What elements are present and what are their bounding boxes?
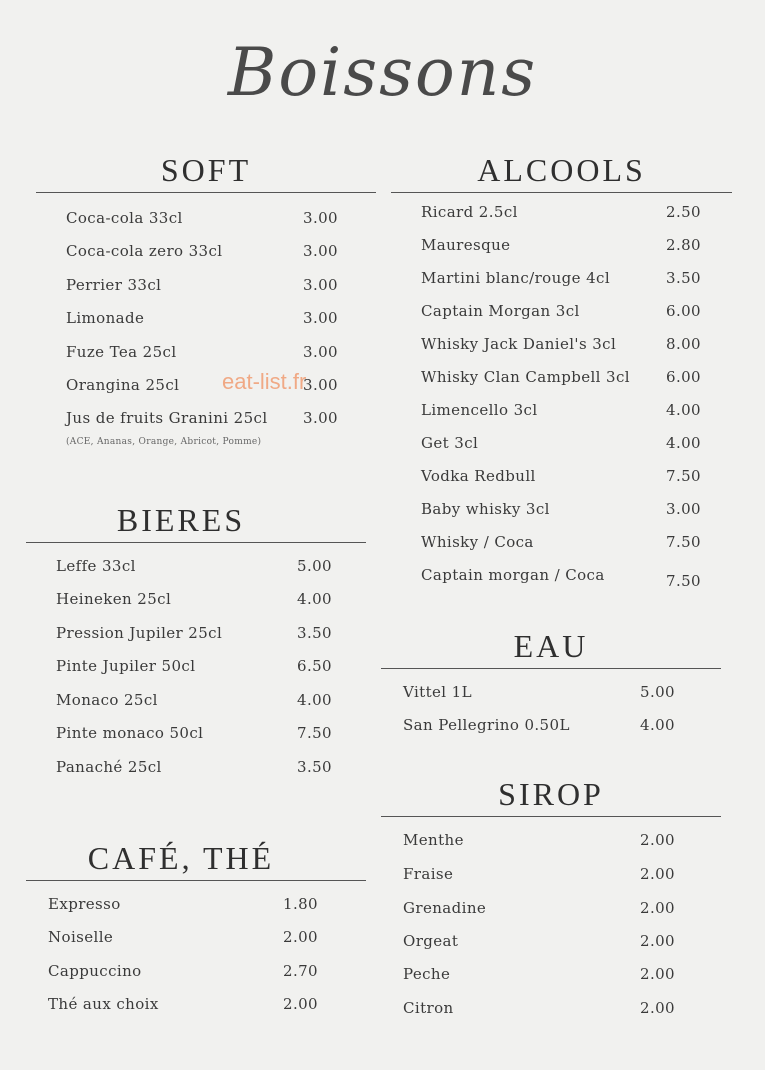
- menu-item: [26, 895, 366, 919]
- divider: [381, 668, 721, 669]
- divider: [26, 880, 366, 881]
- item-name: Coca-cola zero 33cl: [66, 242, 223, 260]
- item-name: Pinte Jupiler 50cl: [56, 657, 196, 675]
- item-price: 2.80: [666, 236, 701, 254]
- item-name: Grenadine: [403, 899, 487, 917]
- item-name: Leffe 33cl: [56, 557, 136, 575]
- divider: [26, 542, 366, 543]
- menu-item: [391, 500, 732, 524]
- menu-item: [391, 302, 732, 326]
- item-name: Whisky / Coca: [421, 533, 534, 551]
- item-name: Limonade: [66, 309, 145, 327]
- menu-item: [391, 467, 732, 491]
- item-name: Monaco 25cl: [56, 691, 158, 709]
- item-price: 7.50: [666, 572, 701, 590]
- item-name: Expresso: [48, 895, 121, 913]
- item-name: Captain Morgan 3cl: [421, 302, 580, 320]
- section-bieres: [26, 500, 366, 776]
- item-price: 2.00: [640, 965, 675, 983]
- item-price: 2.00: [283, 928, 318, 946]
- menu-item: [381, 899, 721, 923]
- page-title: Boissons: [227, 34, 538, 111]
- menu-item: [391, 335, 732, 359]
- item-price: 3.00: [666, 500, 701, 518]
- menu-item: [381, 716, 721, 740]
- item-name: Cappuccino: [48, 962, 142, 980]
- item-name: Panaché 25cl: [56, 758, 162, 776]
- section-title-eau: EAU: [513, 628, 589, 664]
- item-price: 4.00: [666, 401, 701, 419]
- item-price: 3.00: [303, 209, 338, 227]
- divider: [36, 192, 376, 193]
- menu-item: [391, 566, 732, 590]
- item-name: Pinte monaco 50cl: [56, 724, 204, 742]
- menu-item: [391, 401, 732, 425]
- item-name: Whisky Jack Daniel's 3cl: [421, 335, 617, 353]
- menu-item: [36, 309, 376, 333]
- item-price: 4.00: [640, 716, 675, 734]
- item-price: 3.00: [303, 309, 338, 327]
- item-price: 6.00: [666, 368, 701, 386]
- section-title-cafe: CAFÉ, THÉ: [87, 840, 275, 876]
- menu-item: [391, 368, 732, 392]
- item-name: Get 3cl: [421, 434, 479, 452]
- item-price: 6.50: [297, 657, 332, 675]
- section-sirop: [381, 774, 721, 1017]
- item-name: Vittel 1L: [403, 683, 472, 701]
- item-name: Heineken 25cl: [56, 590, 172, 608]
- menu-item: [391, 533, 732, 557]
- item-price: 3.00: [303, 343, 338, 361]
- section-title-alcools: ALCOOLS: [477, 152, 646, 188]
- item-price: 2.00: [640, 999, 675, 1017]
- item-price: 4.00: [297, 590, 332, 608]
- item-price: 7.50: [666, 467, 701, 485]
- item-price: 2.00: [640, 831, 675, 849]
- menu-item: [26, 624, 366, 648]
- menu-item: [381, 865, 721, 889]
- item-name: Peche: [403, 965, 451, 983]
- item-name: Perrier 33cl: [66, 276, 162, 294]
- menu-item: [36, 209, 376, 233]
- section-eau: [381, 626, 721, 734]
- item-price: 4.00: [297, 691, 332, 709]
- menu-item: [26, 557, 366, 581]
- item-name: Captain morgan / Coca: [421, 566, 605, 584]
- section-title-soft: SOFT: [160, 152, 252, 188]
- item-note: (ACE, Ananas, Orange, Abricot, Pomme): [66, 437, 262, 447]
- menu-item: [381, 831, 721, 855]
- watermark: eat-list.fr: [222, 369, 307, 394]
- item-price: 3.00: [303, 409, 338, 427]
- item-price: 2.00: [640, 932, 675, 950]
- item-price: 2.70: [283, 962, 318, 980]
- menu-item: [391, 434, 732, 458]
- item-name: Jus de fruits Granini 25cl: [66, 409, 268, 427]
- menu-item: [26, 691, 366, 715]
- item-name: Whisky Clan Campbell 3cl: [421, 368, 630, 386]
- menu-item: [36, 376, 376, 400]
- item-price: 3.50: [297, 758, 332, 776]
- item-name: Ricard 2.5cl: [421, 203, 518, 221]
- menu-item: [391, 203, 732, 227]
- section-title-sirop: SIROP: [498, 776, 604, 812]
- item-name: Martini blanc/rouge 4cl: [421, 269, 611, 287]
- divider: [381, 816, 721, 817]
- item-name: Thé aux choix: [48, 995, 159, 1013]
- item-price: 8.00: [666, 335, 701, 353]
- item-name: Noiselle: [48, 928, 114, 946]
- menu-item: [26, 724, 366, 748]
- item-name: San Pellegrino 0.50L: [403, 716, 570, 734]
- section-title-bieres: BIERES: [116, 502, 246, 538]
- item-name: Fraise: [403, 865, 454, 883]
- menu-item: [26, 758, 366, 782]
- item-price: 5.00: [297, 557, 332, 575]
- section-alcools: [391, 150, 732, 590]
- item-price: 3.50: [297, 624, 332, 642]
- item-name: Coca-cola 33cl: [66, 209, 183, 227]
- item-name: Mauresque: [421, 236, 511, 254]
- divider: [391, 192, 732, 193]
- item-name: Orgeat: [403, 932, 459, 950]
- menu-item: [26, 657, 366, 681]
- item-name: Limencello 3cl: [421, 401, 538, 419]
- menu-item: [36, 276, 376, 300]
- item-price: 2.00: [640, 865, 675, 883]
- item-price: 4.00: [666, 434, 701, 452]
- item-name: Baby whisky 3cl: [421, 500, 550, 518]
- item-name: Vodka Redbull: [421, 467, 536, 485]
- item-price: 2.00: [283, 995, 318, 1013]
- menu-item: [36, 409, 376, 433]
- item-price: 7.50: [666, 533, 701, 551]
- menu-item: [381, 999, 721, 1023]
- item-name: Pression Jupiler 25cl: [56, 624, 223, 642]
- item-name: Orangina 25cl: [66, 376, 180, 394]
- item-price: 3.00: [303, 276, 338, 294]
- menu-item: [391, 269, 732, 293]
- menu-item: [381, 683, 721, 707]
- menu-item: [26, 590, 366, 614]
- menu-item: [391, 236, 732, 260]
- item-price: 3.50: [666, 269, 701, 287]
- item-price: 6.00: [666, 302, 701, 320]
- menu-item: [36, 343, 376, 367]
- menu-item: [26, 928, 366, 952]
- item-price: 5.00: [640, 683, 675, 701]
- section-cafe: [26, 838, 366, 1013]
- item-price: 3.00: [303, 242, 338, 260]
- menu-item: [26, 995, 366, 1019]
- item-price: 1.80: [283, 895, 318, 913]
- menu-item: [381, 932, 721, 956]
- item-price: 2.00: [640, 899, 675, 917]
- menu-item: [381, 965, 721, 989]
- item-price: 7.50: [297, 724, 332, 742]
- item-price: 2.50: [666, 203, 701, 221]
- item-name: Fuze Tea 25cl: [66, 343, 177, 361]
- item-name: Menthe: [403, 831, 464, 849]
- item-price: 3.00: [303, 376, 338, 394]
- item-name: Citron: [403, 999, 454, 1017]
- menu-item: [26, 962, 366, 986]
- menu-item: [36, 242, 376, 266]
